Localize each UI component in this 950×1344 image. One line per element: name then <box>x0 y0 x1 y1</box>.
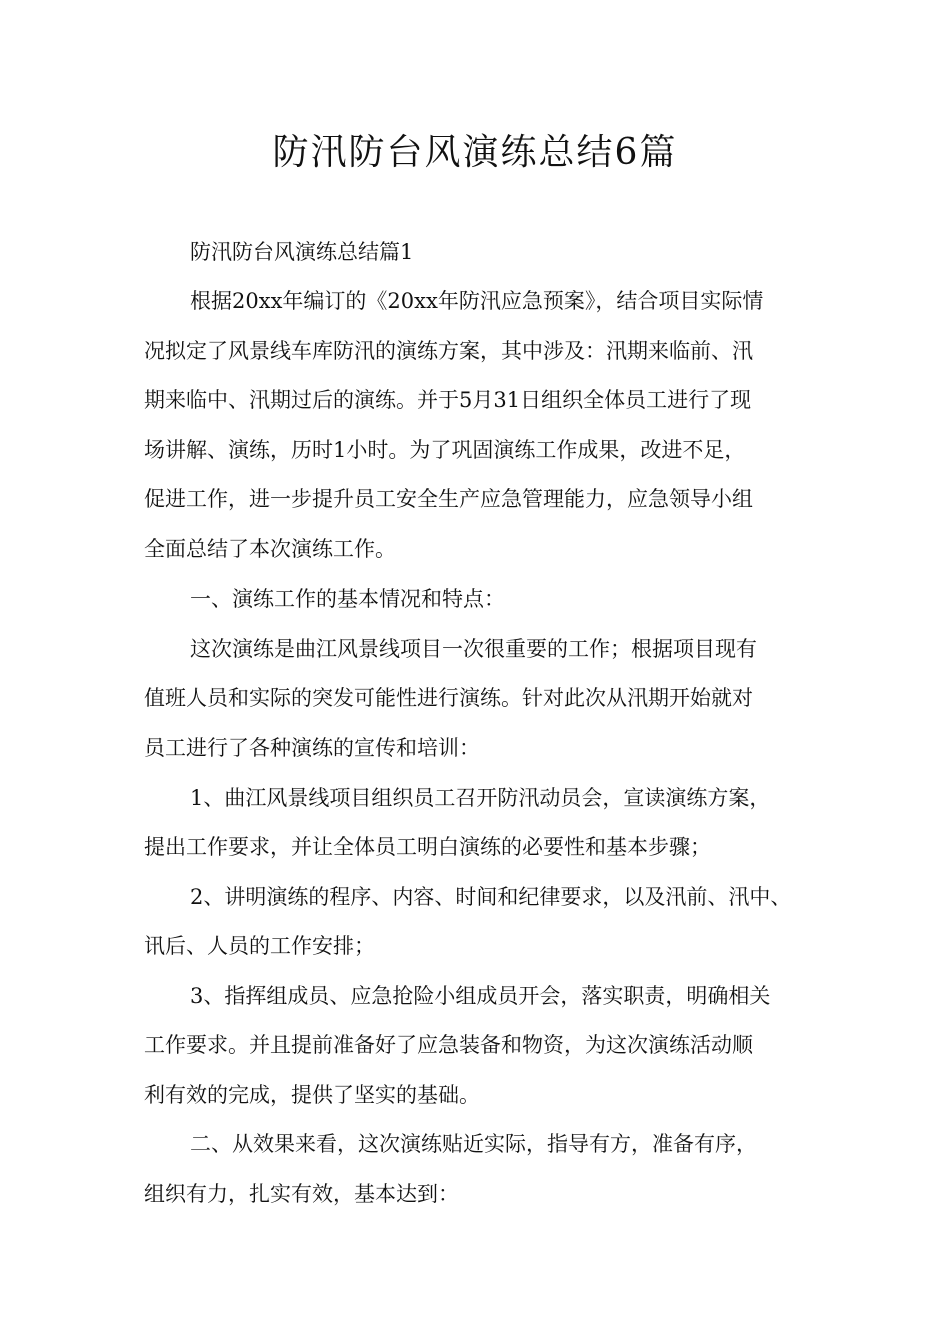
list-item-1: 1、曲江风景线项目组织员工召开防汛动员会，宣读演练方案， <box>190 786 771 810</box>
paragraph-line: 根据20xx年编订的《20xx年防汛应急预案》，结合项目实际情 <box>190 289 764 313</box>
list-item-3-continued: 利有效的完成，提供了坚实的基础。 <box>144 1083 480 1107</box>
paragraph-line: 况拟定了风景线车库防汛的演练方案，其中涉及：汛期来临前、汛 <box>144 339 753 363</box>
paragraph-line: 值班人员和实际的突发可能性进行演练。针对此次从汛期开始就对 <box>144 686 753 710</box>
list-item-1-continued: 提出工作要求，并让全体员工明白演练的必要性和基本步骤； <box>144 835 711 859</box>
paragraph-line: 这次演练是曲江风景线项目一次很重要的工作；根据项目现有 <box>190 637 757 661</box>
paragraph-line: 期来临中、汛期过后的演练。并于5月31日组织全体员工进行了现 <box>144 388 752 412</box>
section-heading: 防汛防台风演练总结篇1 <box>190 240 414 264</box>
paragraph-line: 组织有力，扎实有效，基本达到： <box>144 1182 459 1206</box>
subsection-heading: 二、从效果来看，这次演练贴近实际，指导有方，准备有序， <box>190 1132 757 1156</box>
subsection-heading: 一、演练工作的基本情况和特点： <box>190 587 505 611</box>
paragraph-line: 员工进行了各种演练的宣传和培训： <box>144 736 480 760</box>
document-title: 防汛防台风演练总结6篇 <box>272 132 678 173</box>
list-item-3-continued: 工作要求。并且提前准备好了应急装备和物资，为这次演练活动顺 <box>144 1033 753 1057</box>
paragraph-line: 场讲解、演练，历时1小时。为了巩固演练工作成果，改进不足， <box>144 438 746 462</box>
paragraph-line: 促进工作，进一步提升员工安全生产应急管理能力，应急领导小组 <box>144 487 753 511</box>
list-item-3: 3、指挥组成员、应急抢险小组成员开会，落实职责，明确相关 <box>190 984 771 1008</box>
paragraph-line: 全面总结了本次演练工作。 <box>144 537 396 561</box>
list-item-2: 2、讲明演练的程序、内容、时间和纪律要求，以及汛前、汛中、 <box>190 885 792 909</box>
list-item-2-continued: 讯后、人员的工作安排； <box>144 934 375 958</box>
